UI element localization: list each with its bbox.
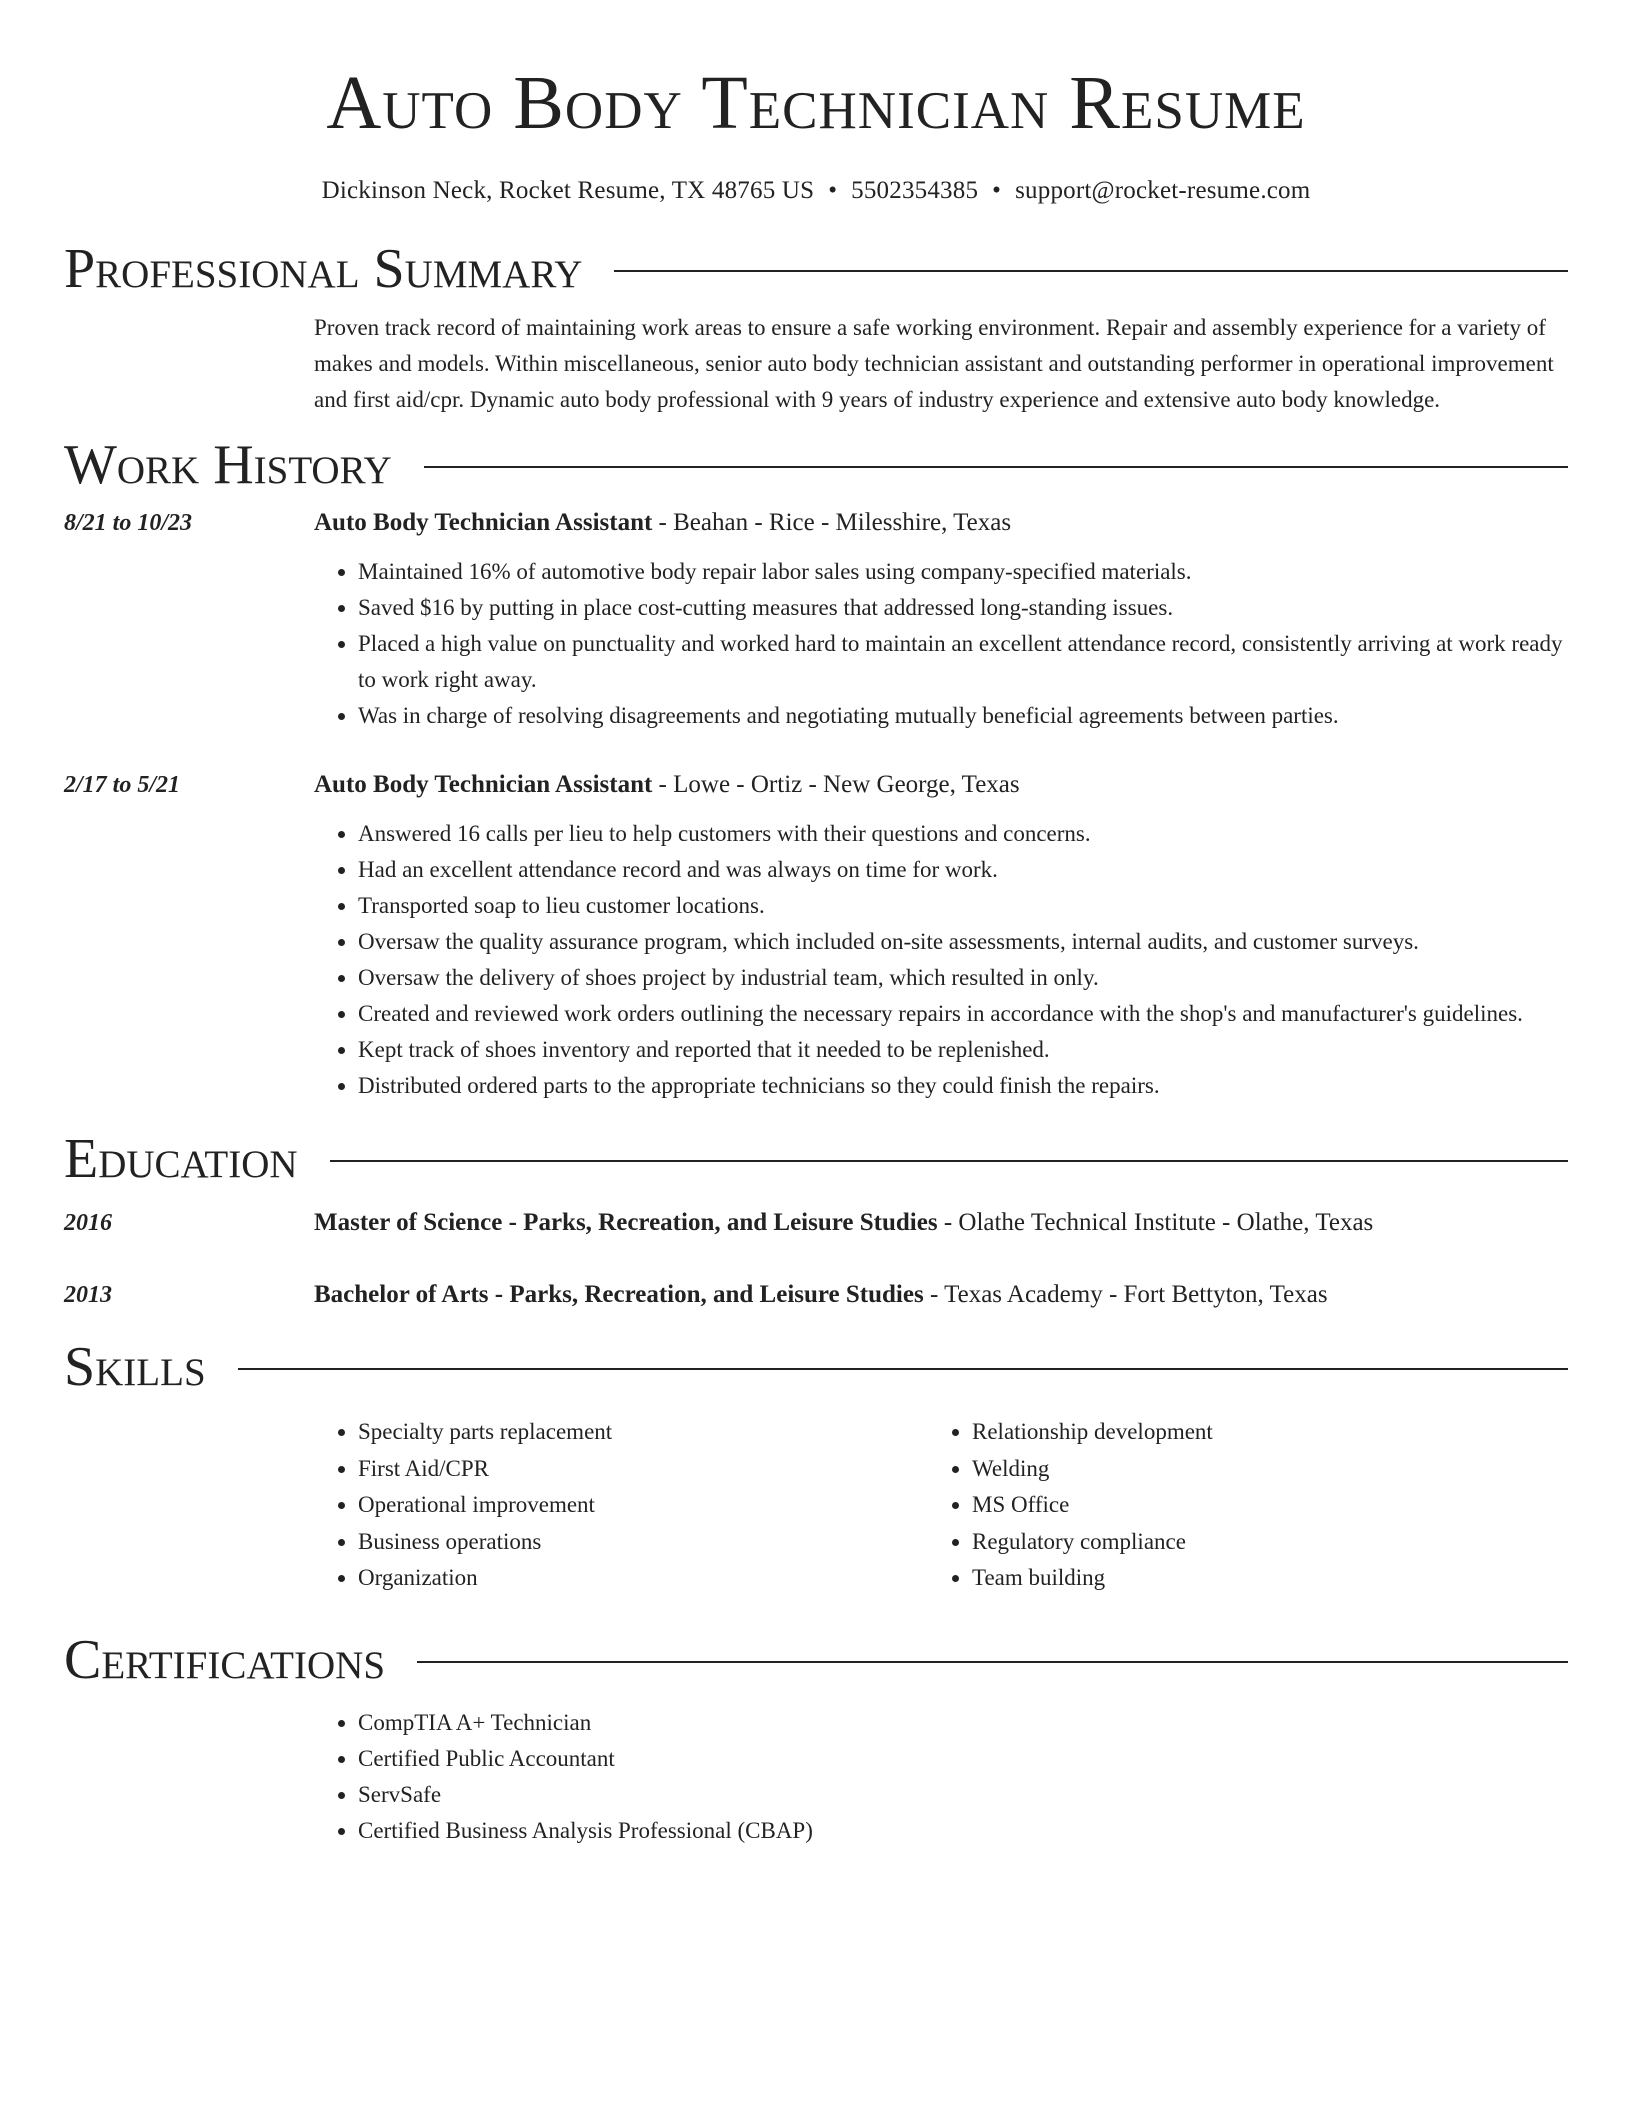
education-school: - Olathe Technical Institute - Olathe, Texas — [937, 1209, 1374, 1236]
job-entry — [64, 768, 1568, 802]
skill-item: • First Aid/CPR — [358, 1451, 928, 1488]
certification-item: • Certified Business Analysis Professional (CBAP) — [358, 1813, 1568, 1849]
education-entry — [64, 1278, 1568, 1312]
section-heading: Education — [64, 1128, 298, 1190]
section-heading: Professional Summary — [64, 238, 583, 300]
job-dates: 2/17 to 5/21 — [64, 772, 181, 798]
job-title: Auto Body Technician Assistant — [314, 771, 653, 798]
contact-email[interactable]: support@rocket-resume.com — [1015, 177, 1311, 204]
job-bullets — [314, 816, 1568, 1104]
skill-item: • Business operations — [358, 1524, 928, 1561]
education-year: 2013 — [64, 1282, 112, 1308]
skill-item: • Operational improvement — [358, 1487, 928, 1524]
certification-item: • CompTIA A+ Technician — [358, 1705, 1568, 1741]
list-item: • Was in charge of resolving disagreements and negotiating mutually beneficial agreements between parties. — [358, 698, 1568, 734]
section-rule — [238, 1368, 1568, 1370]
skills-column-right — [928, 1414, 1542, 1597]
skill-item: • Relationship development — [972, 1414, 1542, 1451]
job-entry — [64, 506, 1568, 540]
section-certifications-header — [64, 1627, 1568, 1693]
education-entry — [64, 1206, 1568, 1240]
contact-address: Dickinson Neck, Rocket Resume, TX 48765 US — [321, 177, 815, 204]
list-item: • Maintained 16% of automotive body repair labor sales using company-specified materials. — [358, 554, 1568, 590]
section-skills-header — [64, 1334, 1568, 1400]
skill-item: • Regulatory compliance — [972, 1524, 1542, 1561]
list-item: • Oversaw the delivery of shoes project by industrial team, which resulted in only. — [358, 960, 1568, 996]
job-title: Auto Body Technician Assistant — [314, 509, 653, 536]
list-item: • Distributed ordered parts to the appropriate technicians so they could finish the repairs. — [358, 1068, 1568, 1104]
section-rule — [417, 1661, 1568, 1663]
list-item: • Answered 16 calls per lieu to help customers with their questions and concerns. — [358, 816, 1568, 852]
list-item: • Oversaw the quality assurance program, which included on-site assessments, internal audits, and customer surveys. — [358, 924, 1568, 960]
education-heading — [314, 1206, 1373, 1240]
section-heading: Work History — [64, 434, 392, 496]
job-employer: - Beahan - Rice - Milesshire, Texas — [652, 509, 1012, 536]
education-degree: Master of Science - Parks, Recreation, and Leisure Studies — [314, 1209, 938, 1236]
skills-grid — [314, 1414, 1568, 1597]
list-item: • Saved $16 by putting in place cost-cutting measures that addressed long-standing issues. — [358, 590, 1568, 626]
education-heading — [314, 1278, 1328, 1312]
list-item: • Transported soap to lieu customer locations. — [358, 888, 1568, 924]
contact-line — [64, 176, 1568, 206]
contact-separator: • — [992, 177, 1002, 204]
job-dates: 8/21 to 10/23 — [64, 510, 193, 536]
certification-item: • ServSafe — [358, 1777, 1568, 1813]
skill-item: • Welding — [972, 1451, 1542, 1488]
section-education-header — [64, 1126, 1568, 1192]
section-rule — [330, 1160, 1568, 1162]
list-item: • Placed a high value on punctuality and worked hard to maintain an excellent attendance record, consistently arriving at work ready to work right away. — [358, 626, 1568, 698]
education-school: - Texas Academy - Fort Bettyton, Texas — [923, 1281, 1328, 1308]
summary-text: Proven track record of maintaining work areas to ensure a safe working environment. Repair and assembly experience for a variety of makes and models. Within miscellaneous, senior auto body technician assistant and outstanding performer in operational improvement and first aid/cpr. Dynamic auto body professional with 9 years of industry experience and extensive auto body knowledge. — [314, 315, 1554, 412]
job-employer: - Lowe - Ortiz - New George, Texas — [652, 771, 1020, 798]
certifications-list — [314, 1705, 1568, 1849]
job-heading — [314, 506, 1011, 540]
skill-item: • Specialty parts replacement — [358, 1414, 928, 1451]
section-heading: Skills — [64, 1336, 206, 1398]
skills-column-left — [314, 1414, 928, 1597]
resume-title: Auto Body Technician Resume — [326, 61, 1306, 145]
job-heading — [314, 768, 1020, 802]
education-year: 2016 — [64, 1210, 112, 1236]
section-heading: Certifications — [64, 1628, 386, 1691]
list-item: • Had an excellent attendance record and was always on time for work. — [358, 852, 1568, 888]
job-bullets — [314, 554, 1568, 734]
section-summary-header — [64, 236, 1568, 302]
section-rule — [614, 270, 1568, 272]
education-degree: Bachelor of Arts - Parks, Recreation, and Leisure Studies — [314, 1281, 924, 1308]
list-item: • Created and reviewed work orders outlining the necessary repairs in accordance with the shop's and manufacturer's guidelines. — [358, 996, 1568, 1032]
section-work-header — [64, 432, 1568, 498]
section-rule — [424, 466, 1568, 468]
skill-item: • Organization — [358, 1560, 928, 1597]
list-item: • Kept track of shoes inventory and reported that it needed to be replenished. — [358, 1032, 1568, 1068]
contact-separator: • — [828, 177, 838, 204]
certification-item: • Certified Public Accountant — [358, 1741, 1568, 1777]
contact-phone: 5502354385 — [851, 177, 979, 204]
skill-item: • Team building — [972, 1560, 1542, 1597]
skill-item: • MS Office — [972, 1487, 1542, 1524]
